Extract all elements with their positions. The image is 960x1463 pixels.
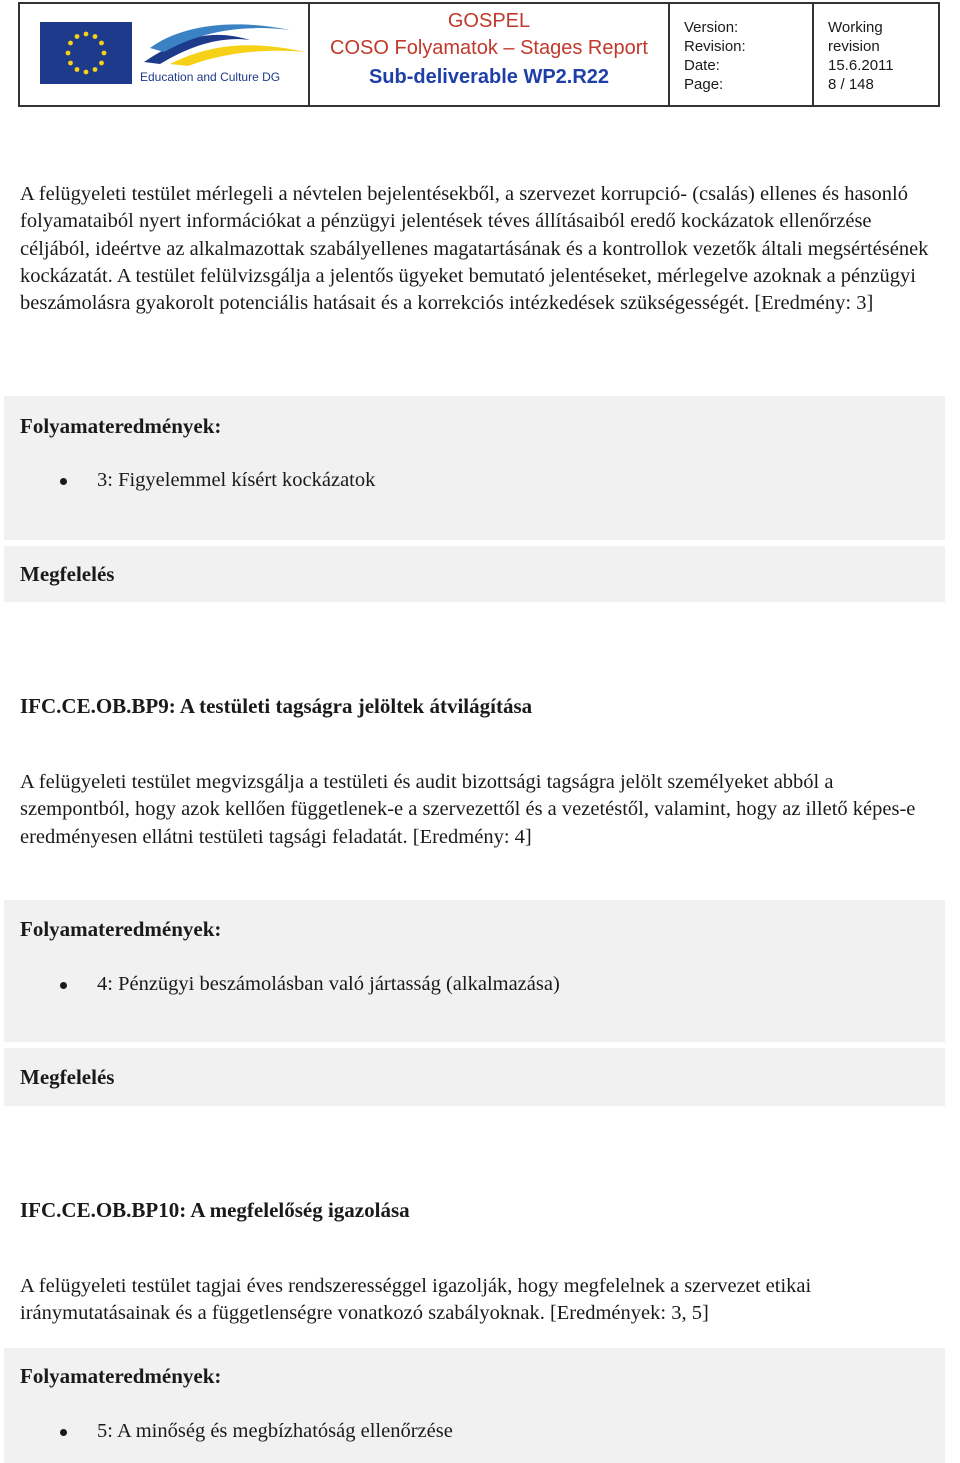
compliance-band-2 bbox=[4, 1048, 945, 1106]
education-culture-swoosh-icon bbox=[140, 18, 310, 70]
outcomes-band-2 bbox=[4, 900, 945, 1042]
date-label: Date: bbox=[684, 57, 720, 74]
project-name: GOSPEL bbox=[447, 10, 531, 32]
bp9-heading: IFC.CE.OB.BP9: A testületi tagságra jelöltek átvilágítása bbox=[20, 694, 533, 718]
intro-paragraph: A felügyeleti testület mérlegeli a névtelen bejelentésekből, a szervezet korrupció- (csalás) ellenes és hasonló folyamataiból nyert információkat a pénzügyi jelentések téves állításaiból eredő kockázatok ellenőrzése céljából, ideértve az alkalmazottak szabályellenes magatartásának és a kontrollok vezetők általi megsértésének kockázatát. A testület felülvizsgálja a jelentős ügyeket bemutató jelentéseket, mérlegelve azoknak a pénzügyi beszámolásra gyakorolt potenciális hatásait és a korrekciós intézkedések szükségességét. [Eredmény: 3] bbox=[20, 183, 929, 315]
outcome-text: 5: A minőség és megbízhatóság ellenőrzése bbox=[97, 1420, 453, 1442]
compliance-band-1 bbox=[4, 546, 945, 602]
header-labels-cell bbox=[670, 4, 814, 105]
outcome-text: 4: Pénzügyi beszámolásban való jártasság (alkalmazása) bbox=[97, 973, 560, 995]
revision-label: Revision: bbox=[684, 38, 746, 55]
header-title-cell bbox=[310, 4, 670, 105]
eu-flag-logo bbox=[40, 22, 132, 84]
outcomes-heading: Folyamateredmények: bbox=[20, 414, 222, 438]
outcomes-heading: Folyamateredmények: bbox=[20, 917, 222, 941]
sub-deliverable: Sub-deliverable WP2.R22 bbox=[368, 66, 610, 88]
outcomes-band-1 bbox=[4, 396, 945, 540]
outcome-text: 3: Figyelemmel kísért kockázatok bbox=[97, 469, 376, 491]
version-value: Working bbox=[828, 19, 883, 36]
header-values-cell bbox=[814, 4, 938, 105]
outcomes-heading: Folyamateredmények: bbox=[20, 1364, 222, 1388]
bp9-paragraph: A felügyeleti testület megvizsgálja a testületi és audit bizottsági tagságra jelölt személyeket abból a szempontból, hogy azok kellően függetlenek-e a szervezettől és a vezetéstől, valamint, hogy az illető képes-e eredményesen ellátni testületi tagsági feladatát. [Eredmény: 4] bbox=[20, 771, 916, 848]
header-logo-cell bbox=[20, 4, 310, 105]
compliance-heading: Megfelelés bbox=[20, 562, 115, 586]
eu-stars-icon bbox=[40, 22, 132, 84]
bullet-icon bbox=[60, 982, 67, 989]
revision-value: revision bbox=[828, 38, 880, 55]
version-label: Version: bbox=[684, 19, 739, 36]
bp10-paragraph: A felügyeleti testület tagjai éves rendszerességgel igazolják, hogy megfelelnek a szervezet etikai iránymutatásainak és a függetlenségre vonatkozó szabályoknak. [Eredmények: 3, 5] bbox=[20, 1275, 812, 1325]
bullet-icon bbox=[60, 478, 67, 485]
report-title: COSO Folyamatok – Stages Report bbox=[330, 37, 648, 59]
logo-caption: Education and Culture DG bbox=[140, 70, 281, 84]
page-number: 8 / 148 bbox=[828, 76, 874, 93]
document-header bbox=[18, 2, 940, 107]
date-value: 15.6.2011 bbox=[828, 57, 894, 74]
bullet-icon bbox=[60, 1429, 67, 1436]
outcomes-band-3 bbox=[4, 1348, 945, 1463]
compliance-heading: Megfelelés bbox=[20, 1065, 115, 1089]
bp10-heading: IFC.CE.OB.BP10: A megfelelőség igazolása bbox=[20, 1198, 410, 1222]
page-label: Page: bbox=[684, 76, 724, 93]
